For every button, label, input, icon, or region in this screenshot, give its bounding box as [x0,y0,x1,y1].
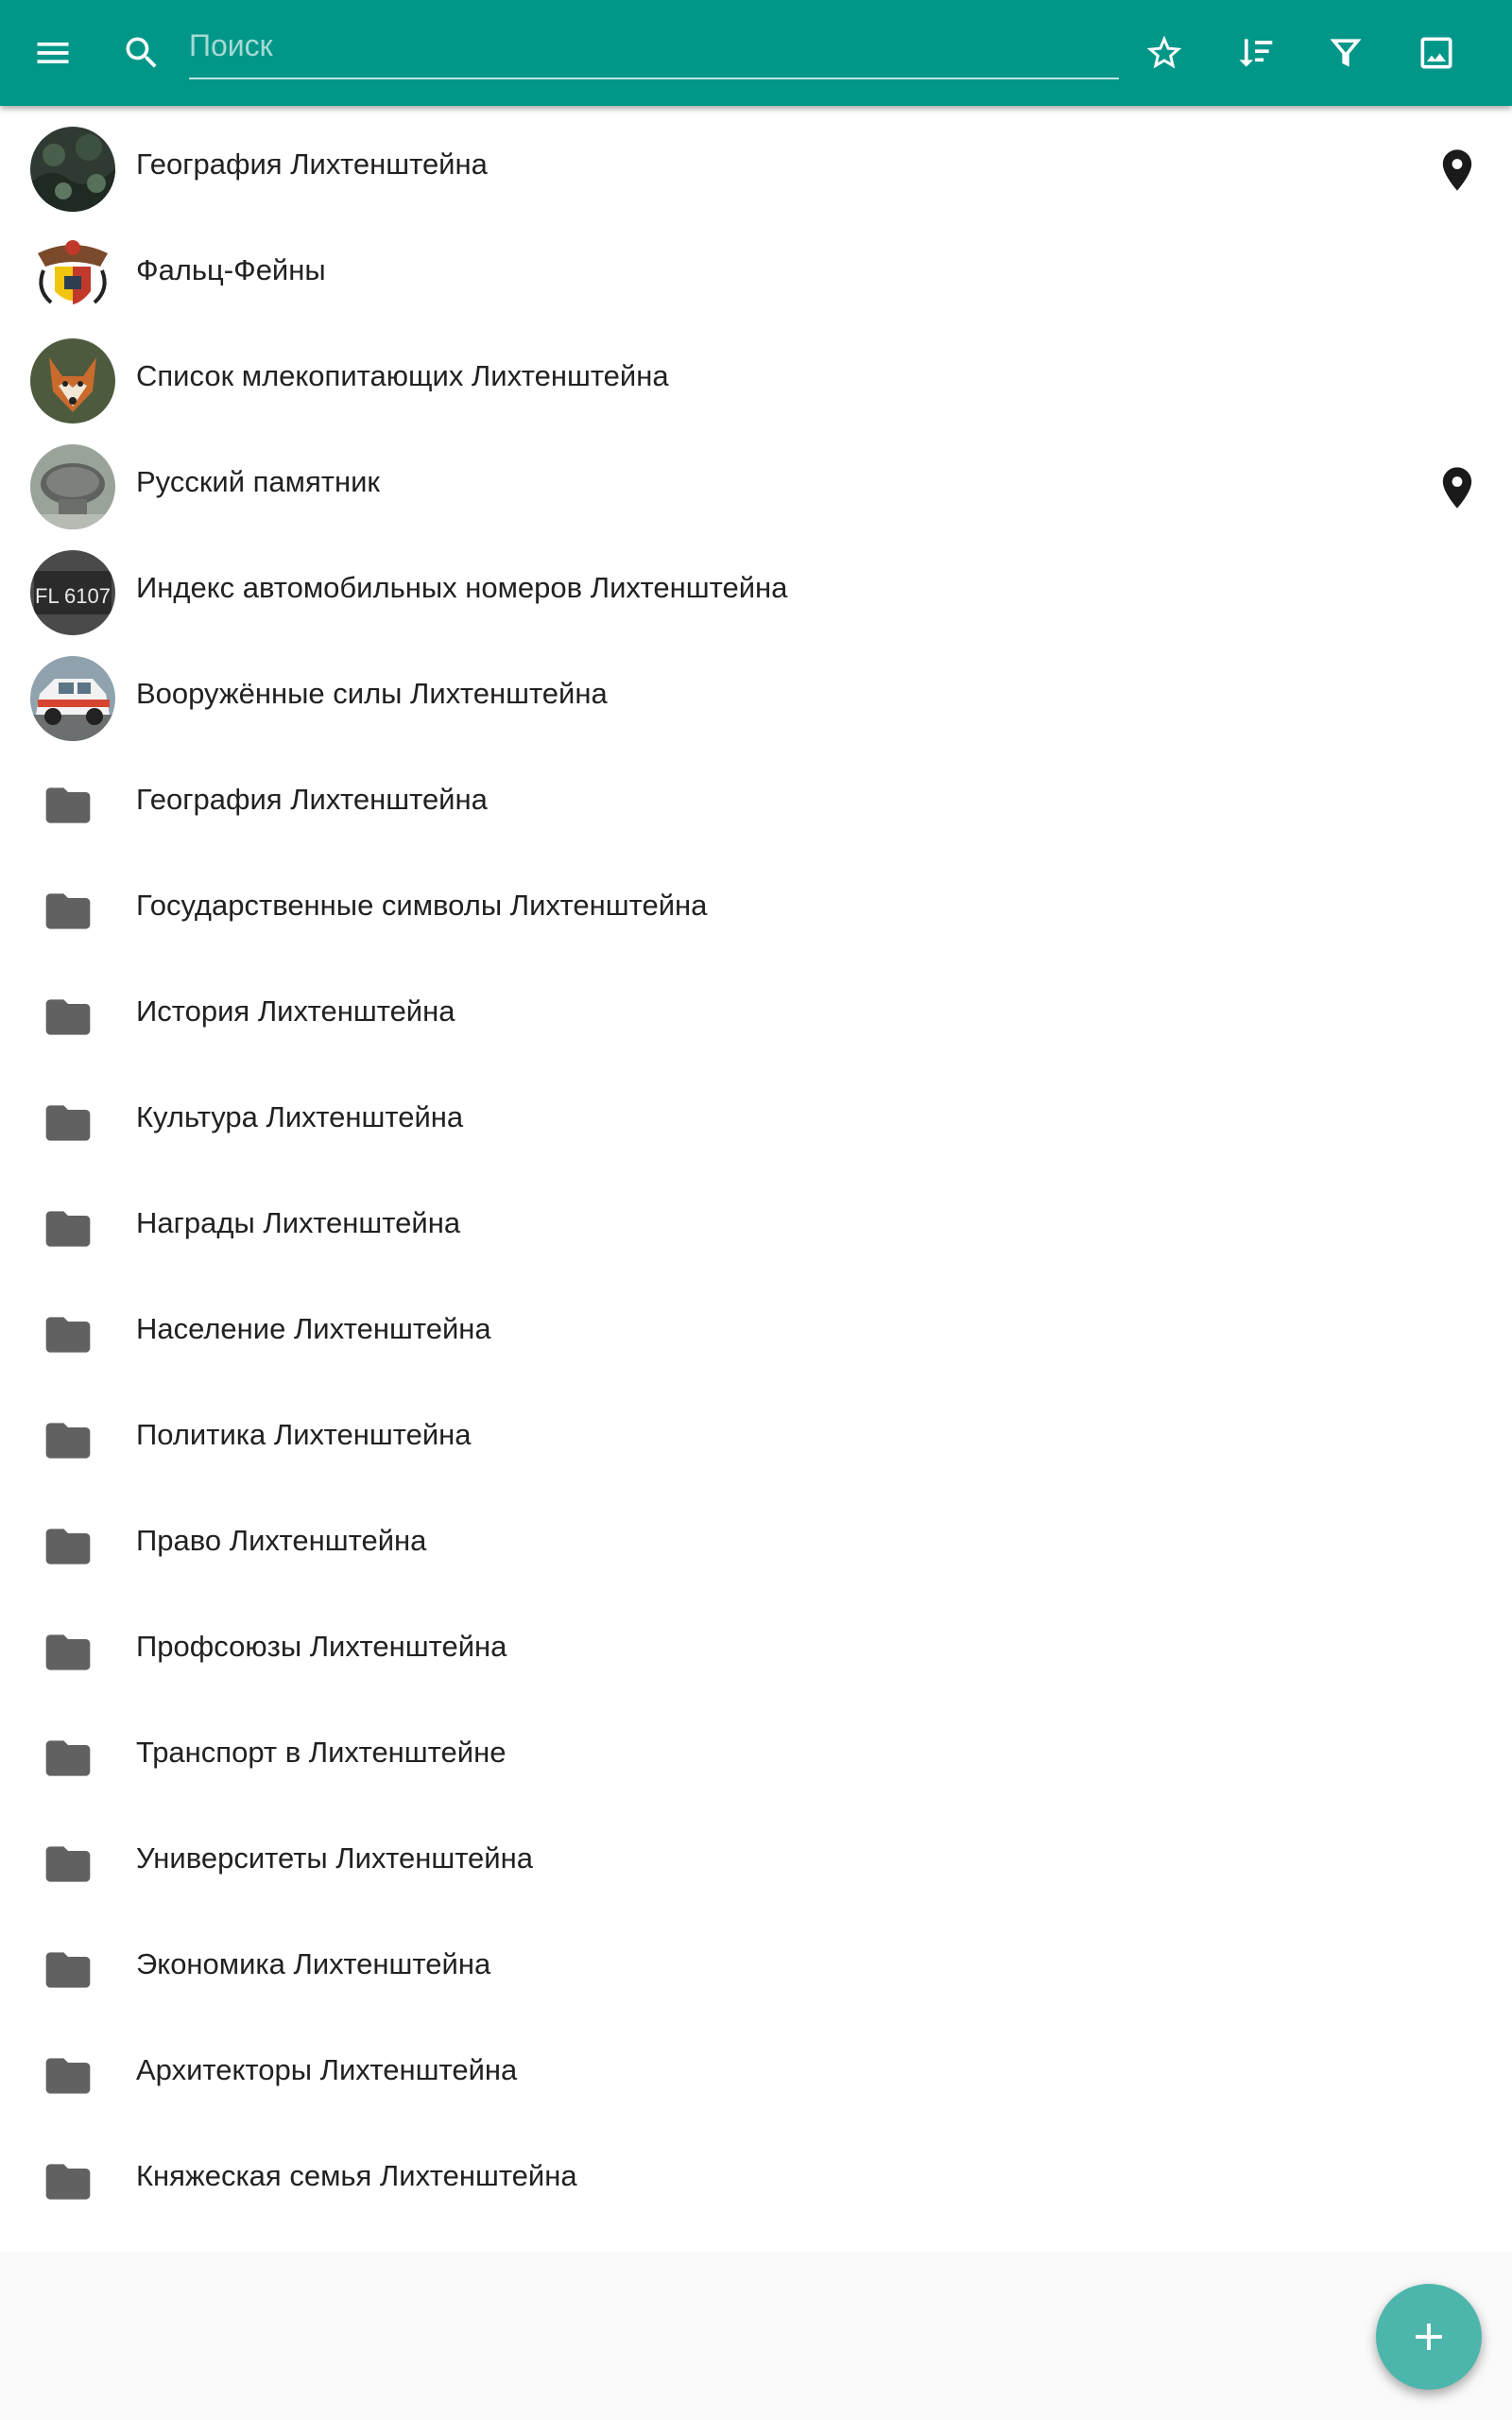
folder-icon [42,1202,94,1255]
filter-button[interactable] [1300,0,1391,106]
category-title: Транспорт в Лихтенштейне [136,1736,507,1769]
folder-icon [42,1414,94,1467]
star-outline-icon [1143,32,1185,74]
app-bar [0,0,1512,106]
category-title: История Лихтенштейна [136,994,455,1028]
folder-icon [42,991,94,1044]
category-row[interactable] [0,2012,1512,2118]
sort-button[interactable] [1210,0,1300,106]
folder-icon [42,2049,94,2102]
folder-icon [42,1944,94,1996]
article-title: Список млекопитающих Лихтенштейна [136,359,669,392]
article-row[interactable] [0,212,1512,318]
image-icon [1416,32,1457,74]
article-row[interactable] [0,529,1512,635]
article-title: География Лихтенштейна [136,147,488,181]
folder-icon [42,1520,94,1573]
category-row[interactable] [0,1165,1512,1270]
search-input[interactable] [189,17,1119,74]
folder-icon [42,2155,94,2208]
location-pin-icon [1433,146,1482,195]
category-row[interactable] [0,1482,1512,1588]
category-title: Профсоюзы Лихтенштейна [136,1630,507,1663]
category-row[interactable] [0,1376,1512,1482]
menu-button[interactable] [8,0,98,106]
category-row[interactable] [0,1906,1512,2012]
article-thumbnail [30,338,115,424]
category-row[interactable] [0,1059,1512,1165]
location-pin-icon [1433,463,1482,512]
category-title: Государственные символы Лихтенштейна [136,889,708,922]
folder-icon [42,885,94,938]
category-row[interactable] [0,1588,1512,1694]
article-thumbnail [30,127,115,212]
search-field-wrapper [189,17,1119,79]
article-title: Индекс автомобильных номеров Лихтенштейна [136,571,788,604]
article-thumbnail [30,656,115,741]
category-title: Население Лихтенштейна [136,1312,491,1345]
article-row[interactable] [0,318,1512,424]
plus-icon [1406,2314,1452,2360]
category-row[interactable] [0,1800,1512,1906]
category-title: Право Лихтенштейна [136,1524,427,1557]
category-title: Политика Лихтенштейна [136,1418,472,1451]
category-row[interactable] [0,741,1512,847]
favorites-button[interactable] [1119,0,1210,106]
folder-icon [42,1626,94,1679]
category-title: Культура Лихтенштейна [136,1100,464,1133]
sort-icon [1234,32,1276,74]
article-thumbnail [30,233,115,318]
article-row[interactable] [0,424,1512,529]
folder-icon [42,1732,94,1785]
folder-icon [42,779,94,832]
category-row[interactable] [0,2118,1512,2223]
plate-text: FL 6107 [35,584,111,608]
article-thumbnail [30,444,115,529]
category-title: Университеты Лихтенштейна [136,1841,533,1875]
article-title: Фальц-Фейны [136,253,326,286]
filter-icon [1325,32,1366,74]
category-row[interactable] [0,1694,1512,1800]
menu-icon [32,32,74,74]
add-button[interactable] [1376,2284,1482,2390]
location-button[interactable] [1433,463,1482,512]
category-title: Награды Лихтенштейна [136,1206,461,1239]
article-thumbnail [30,550,115,635]
folder-icon [42,1838,94,1891]
search-icon [121,32,163,74]
image-toggle-button[interactable] [1391,0,1482,106]
article-title: Вооружённые силы Лихтенштейна [136,677,608,710]
search-button[interactable] [96,0,187,106]
article-row[interactable] [0,635,1512,741]
results-list [0,106,1512,2252]
article-title: Русский памятник [136,465,380,498]
folder-icon [42,1097,94,1150]
category-title: Экономика Лихтенштейна [136,1947,491,1980]
folder-icon [42,1308,94,1361]
location-button[interactable] [1433,146,1482,195]
article-row[interactable] [0,106,1512,212]
category-title: Архитекторы Лихтенштейна [136,2053,518,2086]
category-row[interactable] [0,953,1512,1059]
category-row[interactable] [0,1270,1512,1376]
category-row[interactable] [0,847,1512,953]
category-title: Княжеская семья Лихтенштейна [136,2159,577,2192]
category-title: География Лихтенштейна [136,783,488,816]
